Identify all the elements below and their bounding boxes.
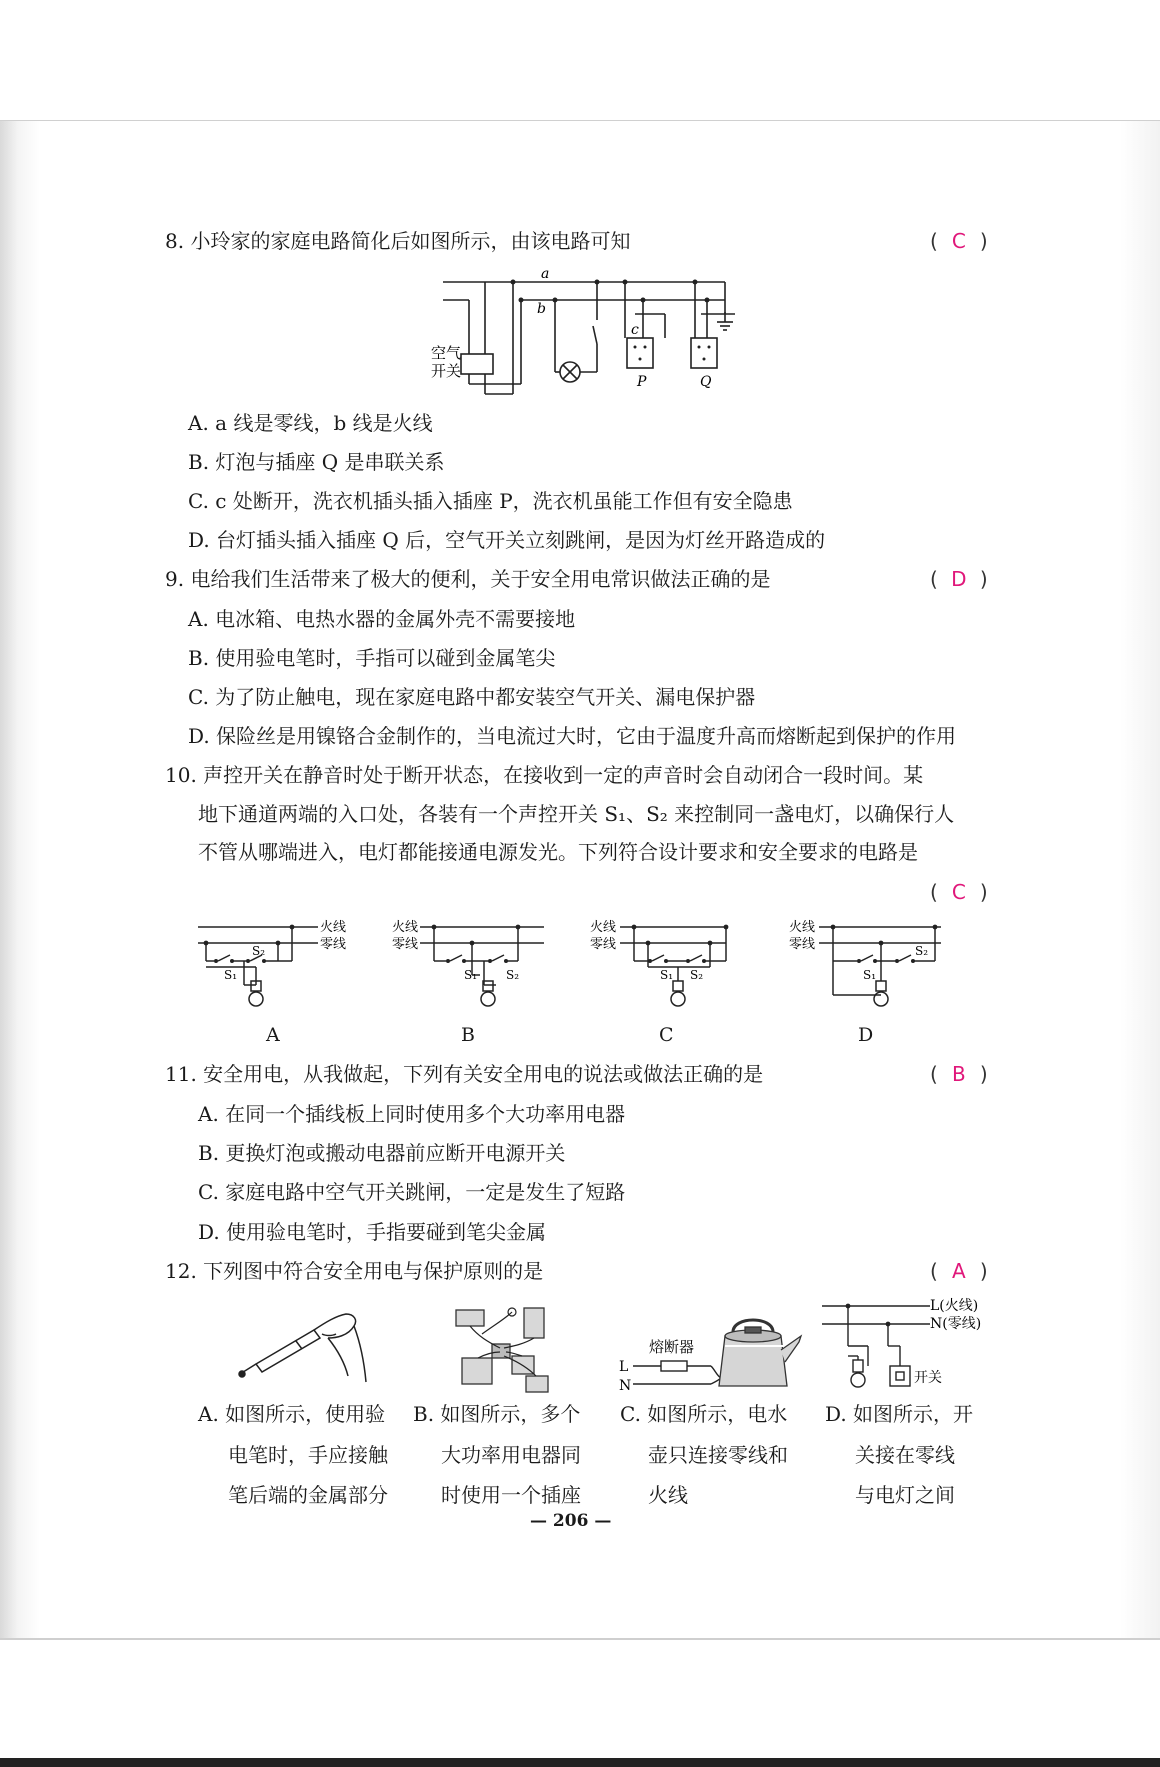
- q9-option-b: B. 使用验电笔时，手指可以碰到金属笔尖: [188, 646, 556, 670]
- c-n-label: N: [619, 1378, 632, 1394]
- q12-option-d-line-2: 关接在零线: [855, 1443, 955, 1467]
- s1-label: S₁: [464, 968, 478, 982]
- q9-option-a: A. 电冰箱、电热水器的金属外壳不需要接地: [188, 607, 576, 631]
- q12-option-c-line-1: C. 如图所示，电水: [620, 1402, 788, 1426]
- q12-fig-c-kettle: [615, 1310, 805, 1400]
- q12-option-c-line-3: 火线: [648, 1483, 688, 1507]
- d-l-label: L(火线): [930, 1298, 979, 1314]
- q8-option-c: C. c 处断开，洗衣机插头插入插座 P，洗衣机虽能工作但有安全隐患: [188, 489, 793, 513]
- q11-answer: ( B ): [930, 1062, 988, 1086]
- q11-option-b: B. 更换灯泡或搬动电器前应断开电源开关: [198, 1141, 566, 1165]
- q12-option-a-line-2: 电笔时，手应接触: [228, 1443, 388, 1467]
- label-q: Q: [700, 374, 712, 390]
- s1-label: S₁: [224, 968, 238, 982]
- live-label: 火线: [392, 920, 419, 935]
- q8-option-d: D. 台灯插头插入插座 Q 后，空气开关立刻跳闸，是因为灯丝开路造成的: [188, 528, 826, 552]
- q12-option-a-line-3: 笔后端的金属部分: [228, 1483, 388, 1507]
- q11-option-c: C. 家庭电路中空气开关跳闸，一定是发生了短路: [198, 1180, 626, 1204]
- q12-option-a-line-1: A. 如图所示，使用验: [198, 1402, 386, 1426]
- live-label: 火线: [320, 920, 347, 935]
- neutral-label: 零线: [590, 937, 617, 952]
- q10-circuit-b: [388, 915, 548, 1015]
- live-label: 火线: [789, 920, 816, 935]
- s1-label: S₁: [660, 968, 674, 982]
- q11-option-d: D. 使用验电笔时，手指要碰到笔尖金属: [198, 1220, 547, 1244]
- q10-caption-b: B: [461, 1024, 475, 1046]
- q10-circuit-c: [586, 915, 746, 1015]
- q12-answer: ( A ): [930, 1259, 988, 1283]
- q12-option-b-line-3: 时使用一个插座: [441, 1483, 581, 1507]
- neutral-label: 零线: [392, 937, 419, 952]
- q10-answer: ( C ): [930, 880, 988, 904]
- q11-option-a: A. 在同一个插线板上同时使用多个大功率用电器: [198, 1102, 626, 1126]
- air-switch-label-1: 空气: [431, 344, 462, 362]
- s1-label: S₁: [863, 968, 877, 982]
- s2-label: S₂: [252, 944, 266, 958]
- s2-label: S₂: [915, 944, 929, 958]
- q9-stem: 9. 电给我们生活带来了极大的便利，关于安全用电常识做法正确的是: [165, 567, 771, 591]
- q8-answer: ( C ): [930, 229, 988, 253]
- q9-option-d: D. 保险丝是用镍铬合金制作的，当电流过大时，它由于温度升高而熔断起到保护的作用: [188, 724, 957, 748]
- neutral-label: 零线: [320, 937, 347, 952]
- q12-fig-a-tester-pen: [236, 1308, 371, 1390]
- bottom-bar: [0, 1758, 1160, 1767]
- label-b: b: [537, 301, 546, 317]
- s2-label: S₂: [506, 968, 520, 982]
- q12-fig-b-appliances: [452, 1304, 562, 1399]
- air-switch-label-2: 开关: [431, 362, 462, 380]
- fuse-label: 熔断器: [649, 1338, 695, 1356]
- page-number: — 206 —: [530, 1511, 612, 1531]
- q9-option-c: C. 为了防止触电，现在家庭电路中都安装空气开关、漏电保护器: [188, 685, 756, 709]
- live-label: 火线: [590, 920, 617, 935]
- q12-stem: 12. 下列图中符合安全用电与保护原则的是: [165, 1259, 544, 1283]
- q8-option-b: B. 灯泡与插座 Q 是串联关系: [188, 450, 445, 474]
- q12-option-c-line-2: 壶只连接零线和: [648, 1443, 788, 1467]
- q10-caption-c: C: [659, 1024, 674, 1046]
- q10-circuit-d: [785, 915, 945, 1015]
- neutral-label: 零线: [789, 937, 816, 952]
- q10-caption-d: D: [858, 1024, 874, 1046]
- q10-stem-line-2: 地下通道两端的入口处，各装有一个声控开关 S₁、S₂ 来控制同一盏电灯，以确保行人: [198, 802, 955, 826]
- q12-option-b-line-2: 大功率用电器同: [441, 1443, 581, 1467]
- d-n-label: N(零线): [930, 1316, 982, 1332]
- q11-stem: 11. 安全用电，从我做起，下列有关安全用电的说法或做法正确的是: [165, 1062, 764, 1086]
- q10-caption-a: A: [266, 1024, 280, 1046]
- s2-label: S₂: [690, 968, 704, 982]
- q10-circuit-a: [196, 915, 356, 1015]
- q12-option-d-line-3: 与电灯之间: [855, 1483, 955, 1507]
- q10-stem-line-1: 10. 声控开关在静音时处于断开状态，在接收到一定的声音时会自动闭合一段时间。某: [165, 763, 924, 787]
- q8-stem: 8. 小玲家的家庭电路简化后如图所示，由该电路可知: [165, 229, 631, 253]
- d-switch-label: 开关: [914, 1370, 942, 1386]
- q12-fig-d-switch-circuit: [820, 1296, 1000, 1396]
- c-l-label: L: [619, 1359, 629, 1375]
- q8-circuit-figure: [425, 262, 765, 402]
- q12-option-d-line-1: D. 如图所示，开: [825, 1402, 974, 1426]
- label-c: c: [631, 322, 639, 338]
- label-a: a: [541, 266, 550, 282]
- q10-stem-line-3: 不管从哪端进入，电灯都能接通电源发光。下列符合设计要求和安全要求的电路是: [198, 840, 918, 864]
- q9-answer: ( D ): [930, 567, 988, 591]
- label-p: P: [637, 374, 647, 390]
- q12-option-b-line-1: B. 如图所示，多个: [413, 1402, 581, 1426]
- q8-option-a: A. a 线是零线，b 线是火线: [188, 411, 433, 435]
